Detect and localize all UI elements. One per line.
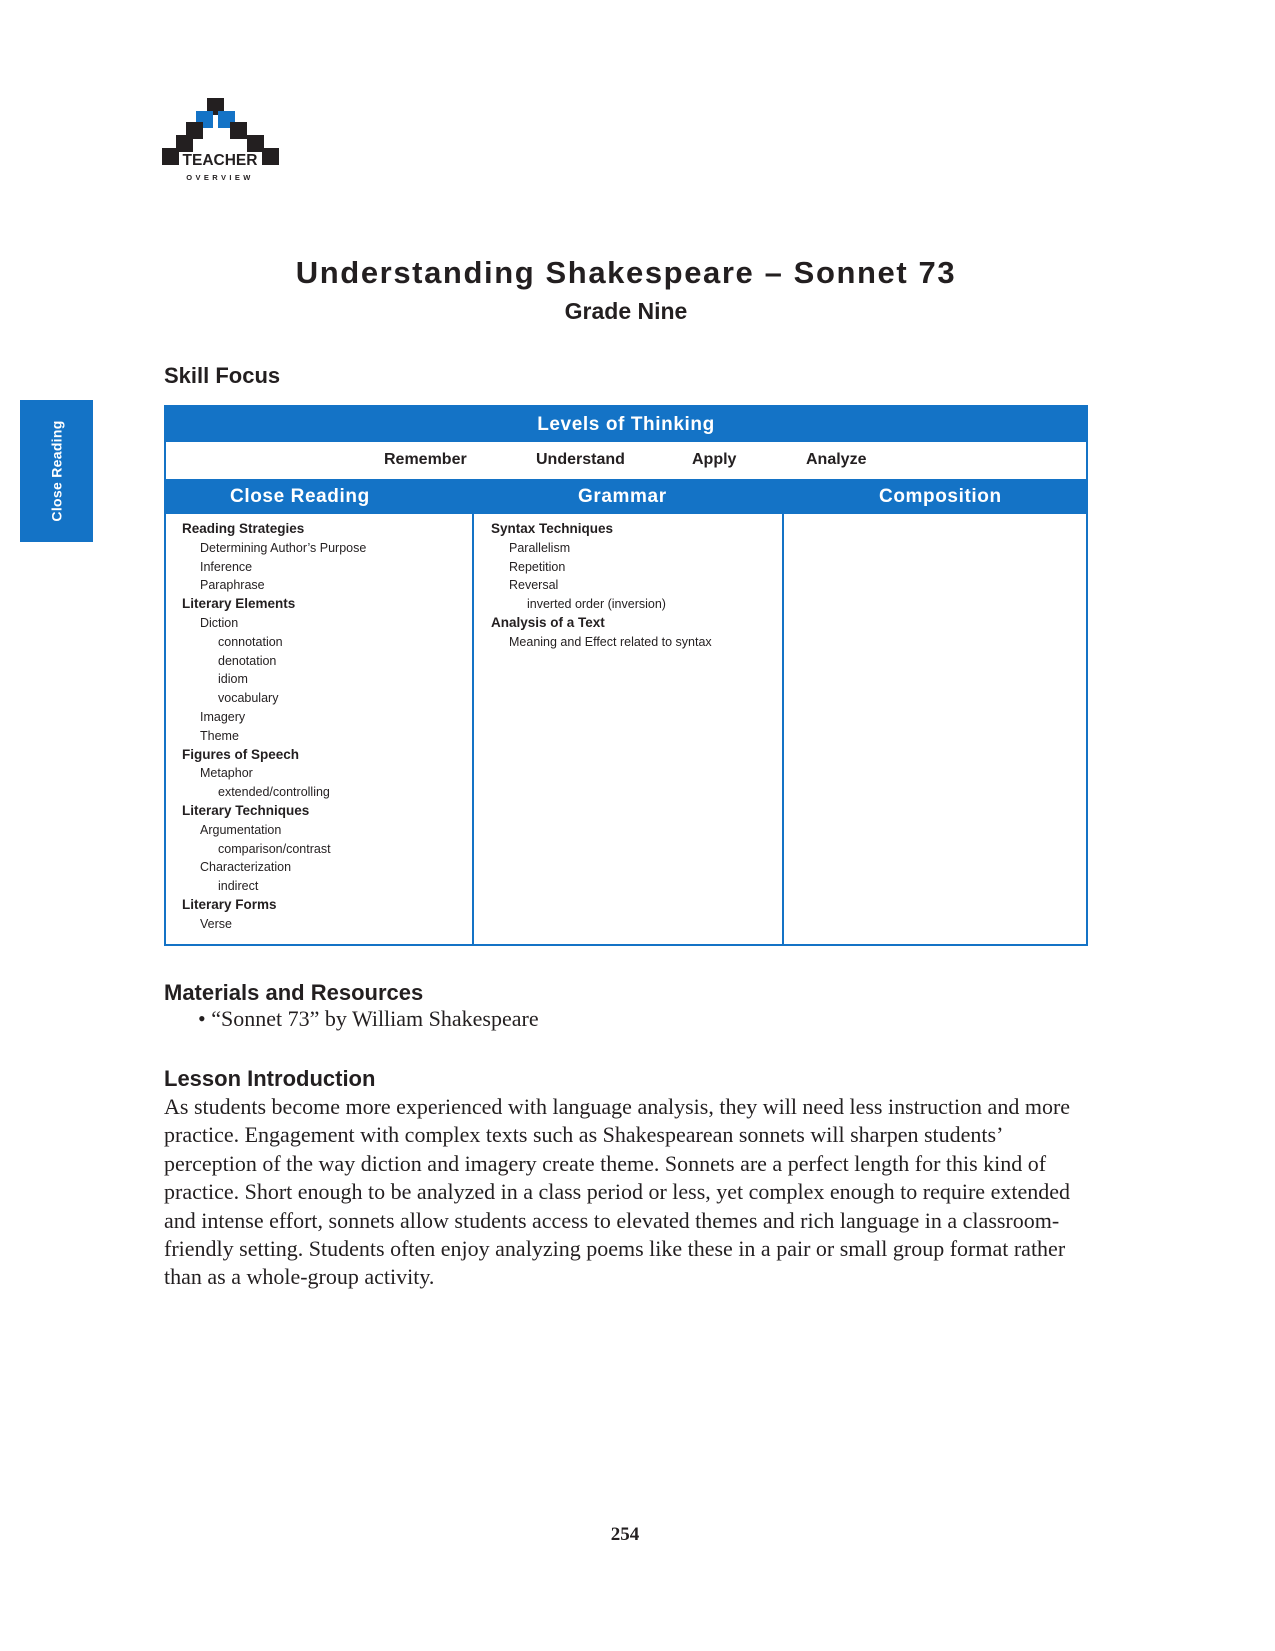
materials-list bbox=[198, 1006, 539, 1032]
skill-focus-table bbox=[164, 405, 1088, 946]
materials-heading: Materials and Resources bbox=[164, 980, 424, 1005]
skill-item: Meaning and Effect related to syntax bbox=[509, 634, 712, 649]
skill-columns bbox=[166, 514, 1086, 944]
skill-item: Reversal bbox=[509, 578, 559, 593]
skill-item: Determining Author’s Purpose bbox=[200, 540, 367, 555]
skill-item: connotation bbox=[218, 634, 283, 649]
skill-focus-heading: Skill Focus bbox=[164, 363, 281, 388]
skill-item: comparison/contrast bbox=[218, 841, 331, 856]
skill-item: Characterization bbox=[200, 860, 292, 875]
skill-item: denotation bbox=[218, 653, 277, 668]
skill-item: extended/controlling bbox=[218, 785, 330, 800]
skill-category-heading: Analysis of a Text bbox=[491, 614, 605, 630]
skill-item: vocabulary bbox=[218, 691, 279, 706]
lesson-intro-text: As students become more experienced with language analysis, they will need less instruction and more practice. Engagement with complex texts such as Shakespearean sonnets will sharpen students’ perception of the way diction and imagery create theme. Sonnets are a perfect length for this kind of practice. Short enough to be analyzed in a class period or less, yet complex enough to require extended and intense effort, sonnets allow students access to elevated themes and rich language in a classroom-friendly setting. Students often enjoy analyzing poems like these in a pair or small group format rather than as a whole-group activity. bbox=[164, 1094, 1071, 1290]
skill-item: Paraphrase bbox=[200, 578, 265, 593]
materials-item: • “Sonnet 73” by William Shakespeare bbox=[198, 1006, 539, 1031]
level-remember: Remember bbox=[384, 451, 467, 468]
skill-item: Repetition bbox=[509, 559, 566, 574]
skill-category-heading: Literary Elements bbox=[182, 596, 296, 612]
skill-category-heading: Reading Strategies bbox=[182, 521, 305, 536]
page-number: 254 bbox=[610, 1524, 640, 1545]
levels-row bbox=[166, 442, 1086, 479]
lesson-intro-heading: Lesson Introduction bbox=[164, 1066, 376, 1091]
skill-item: Argumentation bbox=[200, 822, 282, 837]
category-close-reading: Close Reading bbox=[230, 486, 370, 507]
composition-column bbox=[782, 514, 1086, 944]
levels-of-thinking-header: Levels of Thinking bbox=[166, 407, 1086, 442]
skill-category-heading: Literary Forms bbox=[182, 896, 277, 912]
skill-item: Parallelism bbox=[509, 540, 571, 555]
skill-category-heading: Syntax Techniques bbox=[491, 521, 614, 536]
logo-subword: OVERVIEW bbox=[186, 173, 254, 182]
skill-category-heading: Literary Techniques bbox=[182, 802, 310, 818]
skill-item: inverted order (inversion) bbox=[527, 597, 666, 612]
skill-item: Verse bbox=[200, 916, 232, 931]
category-composition: Composition bbox=[879, 486, 1002, 507]
teacher-overview-logo bbox=[162, 98, 288, 190]
skill-item: Metaphor bbox=[200, 766, 253, 781]
skill-item: Inference bbox=[200, 559, 253, 574]
skill-item: idiom bbox=[218, 672, 248, 687]
skill-item: indirect bbox=[218, 879, 259, 894]
level-apply: Apply bbox=[692, 451, 737, 468]
level-analyze: Analyze bbox=[806, 451, 867, 468]
skill-item: Imagery bbox=[200, 709, 246, 724]
level-understand: Understand bbox=[536, 451, 625, 468]
side-tab-label: Close Reading bbox=[48, 420, 65, 522]
skill-category-heading: Figures of Speech bbox=[182, 746, 300, 762]
skill-item: Diction bbox=[200, 615, 239, 630]
materials-item-text: “Sonnet 73” by William Shakespeare bbox=[211, 1006, 539, 1031]
side-tab bbox=[20, 400, 93, 542]
close-reading-column bbox=[166, 514, 472, 944]
skill-item: Theme bbox=[200, 728, 239, 743]
page-title: Understanding Shakespeare – Sonnet 73 bbox=[295, 255, 957, 290]
page-subtitle: Grade Nine bbox=[564, 298, 688, 324]
logo-word: TEACHER bbox=[182, 152, 258, 169]
category-grammar: Grammar bbox=[578, 486, 667, 507]
category-header bbox=[166, 479, 1086, 514]
grammar-column bbox=[472, 514, 782, 944]
